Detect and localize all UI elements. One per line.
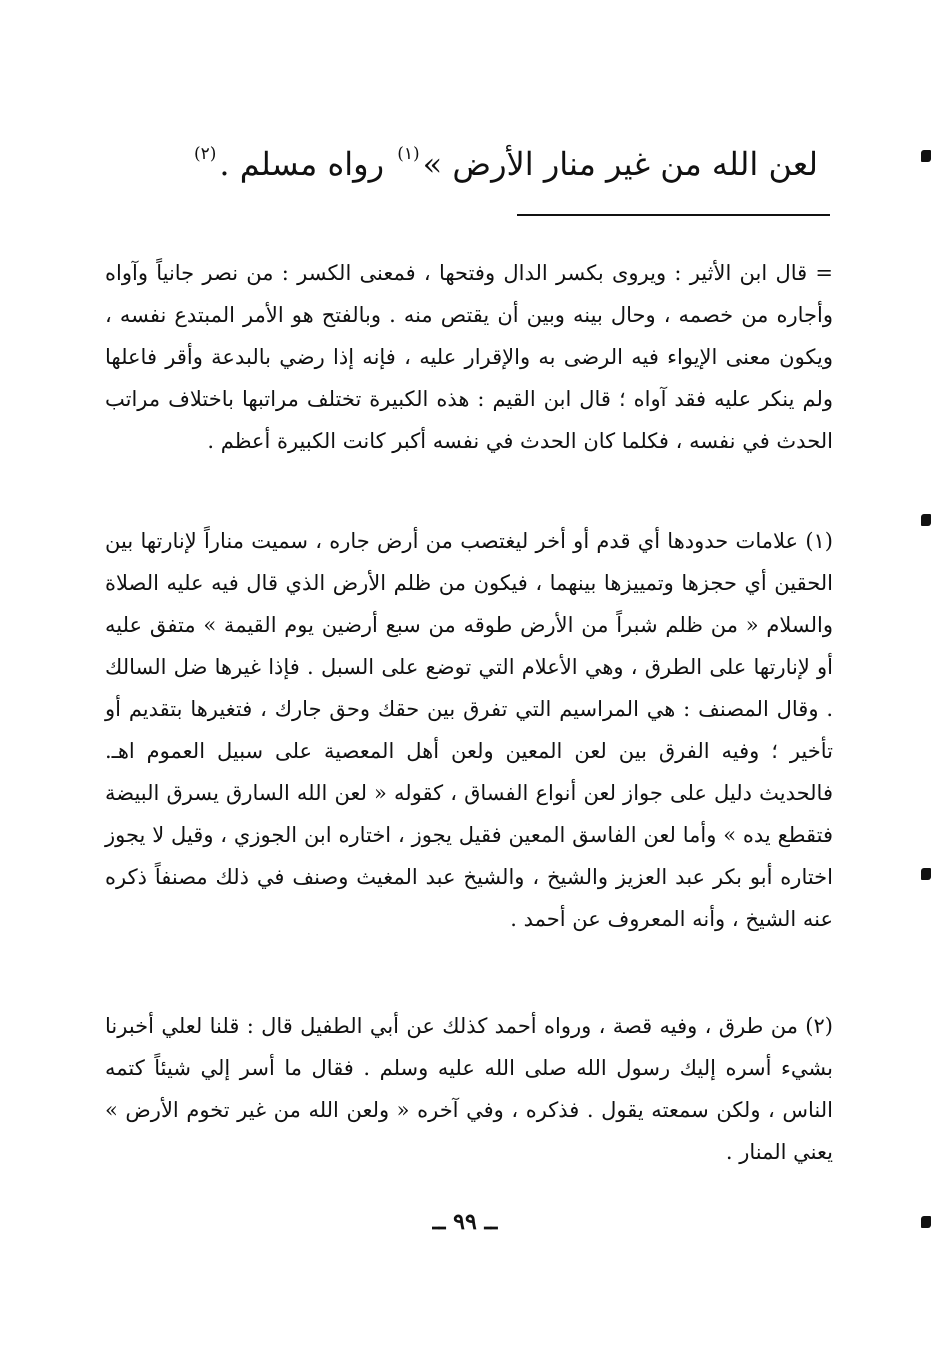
- footnote-ref-1: (١): [397, 144, 420, 164]
- hadith-text-part2: رواه مسلم .: [219, 145, 385, 183]
- footnote-2-marker: (٢): [805, 1014, 833, 1038]
- footnote-continuation: = قال ابن الأثير : ويروى بكسر الدال وفتحها ، فمعنى الكسر : من نصر جانياً وآواه وأجاره من خصمه ، وحال بينه وبين أن يقتص منه . وبالفتح هو الأمر المبتدع نفسه ، ويكون معنى الإيواء فيه الرضى به والإقرار عليه ، فإنه إذا رضي بالبدعة وأقر فاعلها ولم ينكر عليه فقد آواه ؛ قال ابن القيم : هذه الكبيرة تختلف مراتبها باختلاف مراتب الحدث في نفسه ، فكلما كان الحدث في نفسه أكبر كانت الكبيرة أعظم .: [105, 261, 833, 453]
- hadith-text-part1: لعن الله من غير منار الأرض »: [422, 145, 818, 183]
- footnote-2: [105, 1005, 833, 1173]
- footnote-1-text: علامات حدودها أي قدم أو أخر ليغتصب من أرض جاره ، سميت مناراً لإنارتها بين الحقين أي حجزها وتمييزها بينهما ، فيكون من ظلم الأرض الذي قال فيه عليه الصلاة والسلام « من ظلم شبراً من الأرض طوقه من سبع أرضين يوم القيمة » متفق عليه أو لإنارتها على الطرق ، وهي الأعلام التي توضع على السبل . فإذا غيرها ضل السالك . وقال المصنف : هي المراسيم التي تفرق بين حقك وحق جارك ، فتغيرها بتقديم أو تأخير ؛ وفيه الفرق بين لعن المعين ولعن أهل المعصية على سبيل العموم اهـ. فالحديث دليل على جواز لعن أنواع الفساق ، كقوله « لعن الله السارق يسرق البيضة فتقطع يده » وأما لعن الفاسق المعين فقيل يجوز ، اختاره ابن الجوزي ، وقيل لا يجوز اختاره أبو بكر عبد العزيز والشيخ ، والشيخ عبد المغيث وصنف في ذلك مصنفاً ذكره عنه الشيخ ، وأنه المعروف عن أحمد .: [105, 529, 833, 931]
- footnote-2-text: من طرق ، وفيه قصة ، ورواه أحمد كذلك عن أبي الطفيل قال : قلنا لعلي أخبرنا بشيء أسره إليك رسول الله صلى الله عليه وسلم . فقال ما أسر إلي شيئاً كتمه الناس ، ولكن سمعته يقول . فذكره ، وفي آخره « ولعن الله من غير تخوم الأرض » يعني المنار .: [105, 1014, 833, 1164]
- page-number: ــ ٩٩ ــ: [432, 1209, 498, 1235]
- scan-edge-mark: [921, 514, 931, 526]
- scan-edge-mark: [921, 868, 931, 880]
- scan-edge-mark: [921, 150, 931, 162]
- scan-edge-mark: [921, 1216, 931, 1228]
- footnote-separator: [517, 214, 830, 216]
- footnote-ref-2: (٢): [193, 144, 217, 164]
- hadith-main-text: [118, 128, 818, 190]
- footnote-1-marker: (١): [805, 529, 833, 553]
- footnote-1: [105, 520, 833, 940]
